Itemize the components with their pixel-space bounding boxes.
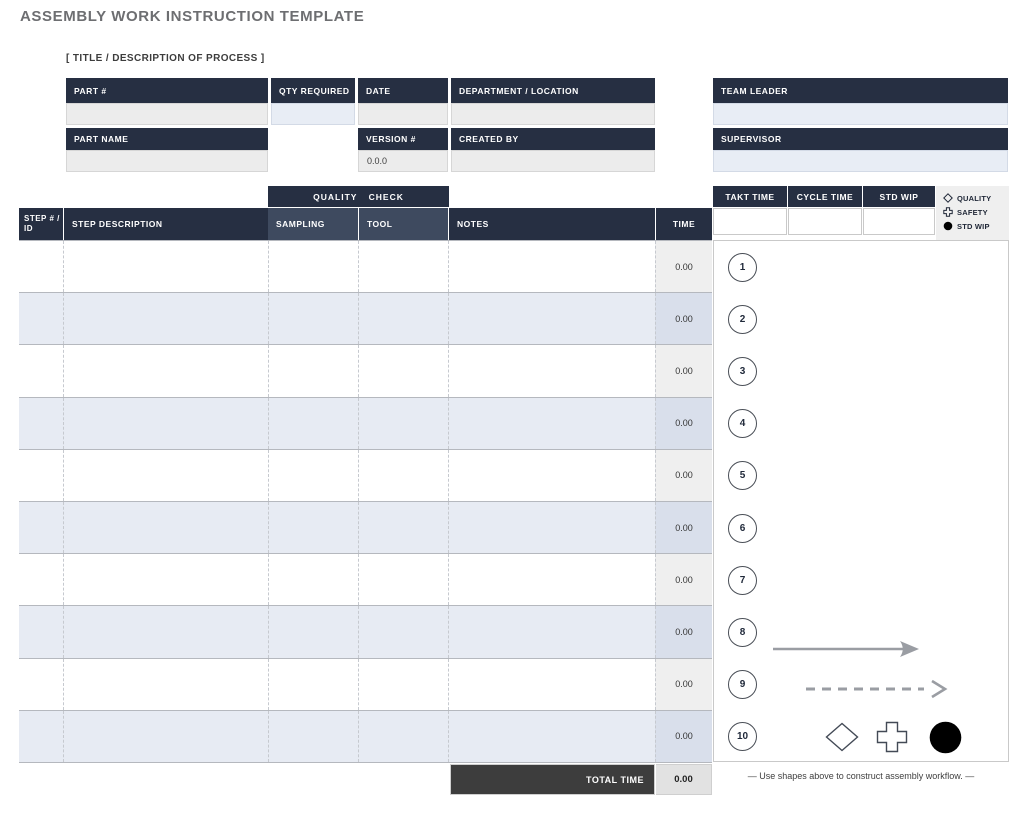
step-number-circle: 4 bbox=[728, 409, 757, 438]
step-id-cell[interactable] bbox=[19, 606, 63, 657]
sampling-cell[interactable] bbox=[268, 241, 358, 292]
sampling-cell[interactable] bbox=[268, 293, 358, 344]
tool-cell[interactable] bbox=[358, 606, 448, 657]
step-number-circle: 1 bbox=[728, 253, 757, 282]
sampling-cell[interactable] bbox=[268, 345, 358, 396]
cycle-time-header: CYCLE TIME bbox=[788, 186, 862, 207]
legend-label: SAFETY bbox=[957, 207, 988, 217]
supervisor-input[interactable] bbox=[713, 150, 1008, 172]
step-number-circle: 10 bbox=[728, 722, 757, 751]
step-id-cell[interactable] bbox=[19, 711, 63, 762]
tool-cell[interactable] bbox=[358, 293, 448, 344]
step-number-circle: 3 bbox=[728, 357, 757, 386]
dashed-arrow-shape[interactable] bbox=[802, 676, 952, 702]
step-number-circle: 6 bbox=[728, 514, 757, 543]
steps-table-body bbox=[19, 240, 712, 763]
tool-cell[interactable] bbox=[358, 711, 448, 762]
legend-item-std-wip bbox=[943, 219, 1009, 233]
legend-label: STD WIP bbox=[957, 221, 990, 231]
step-number-circle: 8 bbox=[728, 618, 757, 647]
notes-header: NOTES bbox=[449, 208, 655, 240]
step-description-cell[interactable] bbox=[63, 659, 268, 710]
sampling-cell[interactable] bbox=[268, 711, 358, 762]
step-description-cell[interactable] bbox=[63, 502, 268, 553]
part-name-input[interactable] bbox=[66, 150, 268, 172]
tool-cell[interactable] bbox=[358, 450, 448, 501]
step-description-cell[interactable] bbox=[63, 241, 268, 292]
assembly-workflow-canvas[interactable] bbox=[713, 240, 1009, 762]
step-row bbox=[19, 241, 712, 293]
step-id-cell[interactable] bbox=[19, 293, 63, 344]
step-description-cell[interactable] bbox=[63, 398, 268, 449]
notes-cell[interactable] bbox=[448, 345, 655, 396]
date-input[interactable] bbox=[358, 103, 448, 125]
created-by-header: CREATED BY bbox=[451, 128, 655, 150]
process-title-placeholder[interactable]: [ TITLE / DESCRIPTION OF PROCESS ] bbox=[66, 53, 265, 64]
filled-circle-shape[interactable] bbox=[929, 721, 962, 754]
notes-cell[interactable] bbox=[448, 450, 655, 501]
time-cell[interactable]: 0.00 bbox=[655, 502, 712, 553]
department-location-input[interactable] bbox=[451, 103, 655, 125]
workflow-caption: — Use shapes above to construct assembly workflow. — bbox=[747, 771, 975, 781]
tool-cell[interactable] bbox=[358, 241, 448, 292]
step-id-cell[interactable] bbox=[19, 554, 63, 605]
step-id-cell[interactable] bbox=[19, 345, 63, 396]
takt-time-input[interactable] bbox=[713, 208, 787, 235]
step-row bbox=[19, 711, 712, 763]
page-title: ASSEMBLY WORK INSTRUCTION TEMPLATE bbox=[20, 8, 365, 25]
time-cell[interactable]: 0.00 bbox=[655, 450, 712, 501]
notes-cell[interactable] bbox=[448, 606, 655, 657]
time-cell[interactable]: 0.00 bbox=[655, 345, 712, 396]
step-number-circle: 5 bbox=[728, 461, 757, 490]
cycle-time-input[interactable] bbox=[788, 208, 862, 235]
diamond-shape[interactable] bbox=[825, 722, 859, 752]
time-cell[interactable]: 0.00 bbox=[655, 398, 712, 449]
step-number-circle: 9 bbox=[728, 670, 757, 699]
tool-cell[interactable] bbox=[358, 502, 448, 553]
qty-required-input[interactable] bbox=[271, 103, 355, 125]
version-header: VERSION # bbox=[358, 128, 448, 150]
step-row bbox=[19, 502, 712, 554]
time-cell[interactable]: 0.00 bbox=[655, 293, 712, 344]
step-id-cell[interactable] bbox=[19, 502, 63, 553]
notes-cell[interactable] bbox=[448, 711, 655, 762]
step-id-cell[interactable] bbox=[19, 241, 63, 292]
step-row bbox=[19, 606, 712, 658]
step-description-cell[interactable] bbox=[63, 450, 268, 501]
supervisor-header: SUPERVISOR bbox=[713, 128, 1008, 150]
team-leader-input[interactable] bbox=[713, 103, 1008, 125]
step-row bbox=[19, 293, 712, 345]
sampling-cell[interactable] bbox=[268, 554, 358, 605]
notes-cell[interactable] bbox=[448, 554, 655, 605]
step-description-cell[interactable] bbox=[63, 711, 268, 762]
time-cell[interactable]: 0.00 bbox=[655, 711, 712, 762]
step-number-circle: 2 bbox=[728, 305, 757, 334]
tool-cell[interactable] bbox=[358, 345, 448, 396]
step-description-cell[interactable] bbox=[63, 345, 268, 396]
std-wip-header: STD WIP bbox=[863, 186, 935, 207]
department-location-header: DEPARTMENT / LOCATION bbox=[451, 78, 655, 103]
quality-check-header: QUALITY CHECK bbox=[268, 186, 449, 207]
notes-cell[interactable] bbox=[448, 241, 655, 292]
step-description-header: STEP DESCRIPTION bbox=[64, 208, 268, 240]
tool-cell[interactable] bbox=[358, 554, 448, 605]
legend-label: QUALITY bbox=[957, 193, 992, 203]
sampling-cell[interactable] bbox=[268, 659, 358, 710]
step-row bbox=[19, 659, 712, 711]
total-time-label: TOTAL TIME bbox=[450, 764, 655, 795]
circle-filled-icon bbox=[943, 221, 953, 231]
step-number-circle: 7 bbox=[728, 566, 757, 595]
time-header: TIME bbox=[656, 208, 712, 240]
sampling-cell[interactable] bbox=[268, 606, 358, 657]
version-input[interactable]: 0.0.0 bbox=[358, 150, 448, 172]
cross-shape[interactable] bbox=[876, 721, 908, 753]
solid-arrow-shape[interactable] bbox=[769, 636, 924, 662]
qty-required-header: QTY REQUIRED bbox=[271, 78, 355, 103]
workflow-shape-legend bbox=[936, 186, 1009, 240]
legend-item-safety bbox=[943, 205, 1009, 219]
step-row bbox=[19, 554, 712, 606]
sampling-header: SAMPLING bbox=[268, 208, 358, 240]
part-number-header: PART # bbox=[66, 78, 268, 103]
time-cell[interactable]: 0.00 bbox=[655, 659, 712, 710]
notes-cell[interactable] bbox=[448, 398, 655, 449]
tool-cell[interactable] bbox=[358, 659, 448, 710]
step-description-cell[interactable] bbox=[63, 606, 268, 657]
cross-outline-icon bbox=[943, 207, 953, 217]
step-id-cell[interactable] bbox=[19, 659, 63, 710]
step-row bbox=[19, 345, 712, 397]
step-row bbox=[19, 450, 712, 502]
team-leader-header: TEAM LEADER bbox=[713, 78, 1008, 103]
step-description-cell[interactable] bbox=[63, 293, 268, 344]
notes-cell[interactable] bbox=[448, 659, 655, 710]
takt-time-header: TAKT TIME bbox=[713, 186, 787, 207]
std-wip-input[interactable] bbox=[863, 208, 935, 235]
tool-header: TOOL bbox=[359, 208, 448, 240]
part-number-input[interactable] bbox=[66, 103, 268, 125]
diamond-outline-icon bbox=[943, 193, 953, 203]
step-id-cell[interactable] bbox=[19, 398, 63, 449]
time-cell[interactable]: 0.00 bbox=[655, 606, 712, 657]
legend-item-quality bbox=[943, 191, 1009, 205]
step-id-cell[interactable] bbox=[19, 450, 63, 501]
step-id-header: STEP # / ID bbox=[19, 208, 63, 240]
sampling-cell[interactable] bbox=[268, 398, 358, 449]
part-name-header: PART NAME bbox=[66, 128, 268, 150]
total-time-value: 0.00 bbox=[656, 764, 712, 795]
notes-cell[interactable] bbox=[448, 293, 655, 344]
created-by-input[interactable] bbox=[451, 150, 655, 172]
step-row bbox=[19, 398, 712, 450]
time-cell[interactable]: 0.00 bbox=[655, 554, 712, 605]
tool-cell[interactable] bbox=[358, 398, 448, 449]
sampling-cell[interactable] bbox=[268, 450, 358, 501]
notes-cell[interactable] bbox=[448, 502, 655, 553]
time-cell[interactable]: 0.00 bbox=[655, 241, 712, 292]
sampling-cell[interactable] bbox=[268, 502, 358, 553]
date-header: DATE bbox=[358, 78, 448, 103]
step-description-cell[interactable] bbox=[63, 554, 268, 605]
